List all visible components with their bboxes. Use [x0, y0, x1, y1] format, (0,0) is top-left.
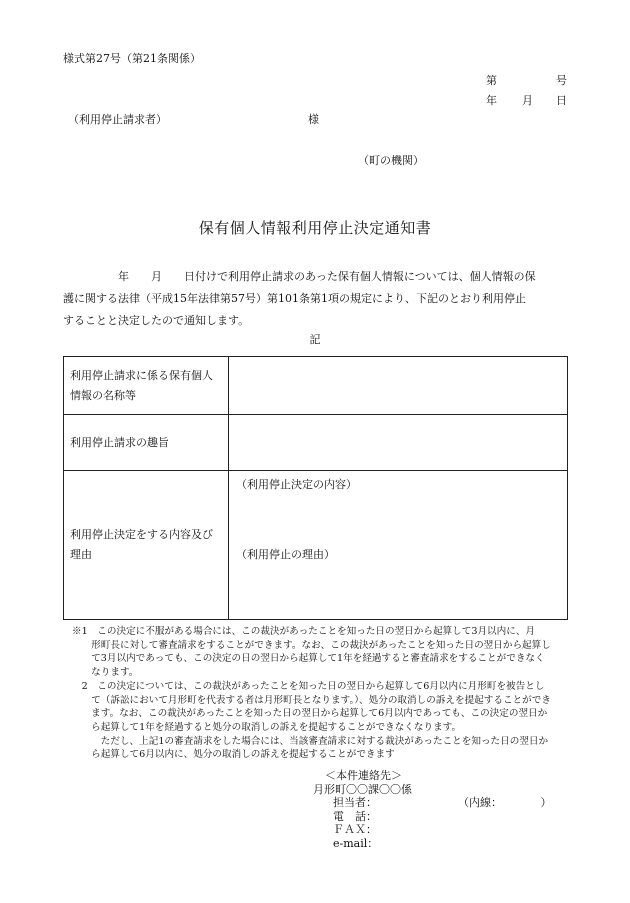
note-line: 2 この決定については、この裁決があったことを知った日の翌日から起算して6月以内に月形町を被告とし: [72, 680, 545, 692]
doc-number-suffix: 号: [556, 74, 567, 87]
contact-email-label: e-mail：: [333, 837, 379, 850]
row1-label-line2: 情報の名称等: [70, 388, 136, 402]
decision-content-label: （利用停止決定の内容）: [236, 478, 357, 491]
note-line: ※1 この決定に不服がある場合には、この裁決があったことを知った日の翌日から起算して3月以内に、月: [72, 626, 536, 637]
stop-reason-label: （利用停止の理由）: [236, 548, 335, 561]
table-row: [64, 357, 568, 415]
issuer-label: （町の機関）: [358, 154, 424, 167]
note-line: ら起算して6月以内に、処分の取消しの訴えを提起することができます: [72, 749, 395, 761]
note-line: 形町長に対して審査請求をすることができます。なお、この裁決があったことを知った日の翌日から起算し: [72, 639, 551, 651]
row2-label: 利用停止請求の趣旨: [64, 415, 229, 471]
recipient-label: （利用停止請求者）: [68, 113, 167, 126]
note-line: ただし、上記1の審査請求をした場合には、当該審査請求に対する裁決があったことを知った日の翌日か: [72, 735, 549, 747]
row3-value: [229, 471, 568, 620]
note-line: ら起算して1年を経過すると処分の取消しの訴えを提起することができなくなります。: [72, 721, 462, 733]
honorific: 様: [308, 113, 319, 126]
doc-number-prefix: 第: [486, 74, 497, 87]
body-line-1: 年 月 日付けで利用停止請求のあった保有個人情報については、個人情報の保: [63, 270, 536, 283]
row2-value: [229, 415, 568, 471]
form-number: 様式第27号（第21条関係）: [63, 52, 201, 65]
table-row: [64, 415, 568, 471]
document-title: 保有個人情報利用停止決定通知書: [198, 219, 432, 237]
row3-label-line1: 利用停止決定をする内容及び: [70, 528, 213, 541]
note-line: ます。なお、この裁決があったことを知った日の翌日から起算して6月以内であっても、この決定の翌日か: [72, 708, 548, 720]
table-row: [64, 471, 568, 620]
note-line: なります。: [72, 667, 139, 679]
date-month: 月: [522, 94, 533, 107]
body-line-2: 護に関する法律（平成15年法律第57号）第101条第1項の規定により、下記のとおり利用停止: [63, 292, 526, 305]
row1-label-line1: 利用停止請求に係る保有個人: [70, 368, 213, 382]
row1-value: [229, 357, 568, 415]
contact-extension-label: （内線： ）: [458, 796, 552, 809]
note-line: て（訴訟において月形町を代表する者は月形町長となります。）、処分の取消しの訴えを提起することができ: [72, 694, 551, 706]
contact-fax-label: ＦＡＸ：: [333, 823, 377, 836]
ki-heading: 記: [309, 333, 321, 346]
date-day: 日: [556, 94, 567, 107]
date-year: 年: [486, 94, 497, 107]
row3-label: [64, 471, 229, 620]
body-text: [63, 266, 573, 332]
contact-department: 月形町〇〇課〇〇係: [313, 783, 412, 796]
notes: [72, 625, 572, 762]
row3-label-line2: 理由: [70, 548, 92, 561]
contact-person-label: 担当者：: [333, 796, 377, 809]
contact-heading: ＜本件連絡先＞: [325, 769, 402, 782]
note-line: て3月以内であっても、この決定の日の翌日から起算して1年を経過すると審査請求をすることができなく: [72, 653, 545, 665]
body-line-3: することと決定したので通知します。: [63, 314, 250, 327]
contact-phone-label: 電 話：: [333, 810, 377, 823]
row1-label: [64, 357, 229, 415]
